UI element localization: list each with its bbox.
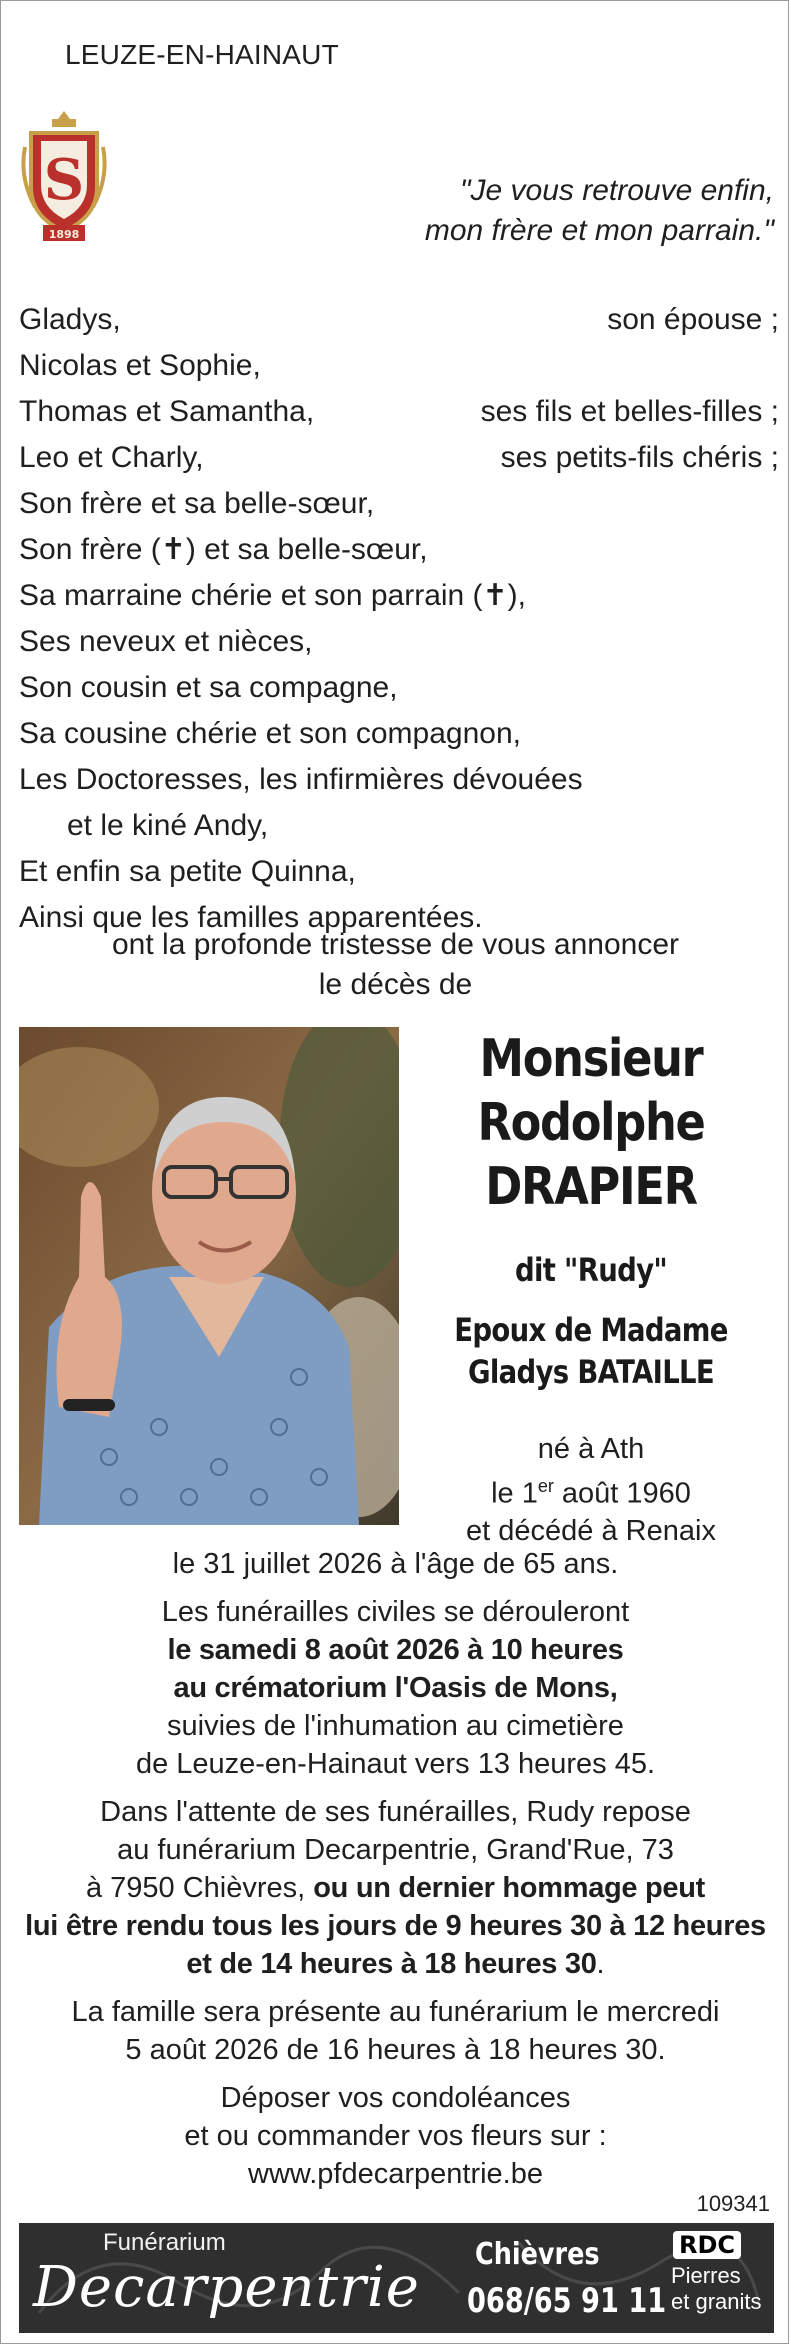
deceased-first-name: Rodolphe xyxy=(477,1093,705,1153)
announcement-line: le décès de xyxy=(318,968,473,1001)
condolences-line: et ou commander vos fleurs sur : xyxy=(184,2120,607,2152)
family-name: Thomas et Samantha, xyxy=(19,395,315,428)
club-crest-logo xyxy=(19,107,109,247)
condolences-line: Déposer vos condoléances xyxy=(220,2082,571,2114)
deceased-title: Monsieur xyxy=(479,1029,703,1089)
funeral-intro: Les funérailles civiles se dérouleront xyxy=(161,1596,630,1628)
funeral-date: le samedi 8 août 2026 à 10 heures xyxy=(167,1634,624,1666)
family-name: Et enfin sa petite Quinna, xyxy=(19,855,356,888)
funeral-home-name: Decarpentrie xyxy=(33,2255,420,2320)
family-row xyxy=(19,527,779,573)
family-row xyxy=(19,435,779,481)
family-row xyxy=(19,389,779,435)
family-presence-paragraph xyxy=(1,1993,790,2069)
family-name: Sa cousine chérie et son compagnon, xyxy=(19,717,521,750)
funeral-place: au crématorium l'Oasis de Mons, xyxy=(173,1672,618,1704)
portrait-photo xyxy=(19,1027,399,1525)
viewing-hours-intro: ou un dernier hommage peut xyxy=(313,1872,706,1904)
rdc-tagline xyxy=(671,2263,762,2315)
family-row xyxy=(19,573,779,619)
family-name: Sa marraine chérie et son parrain (✝), xyxy=(19,579,527,612)
birth-date-day: le 1 xyxy=(491,1477,538,1510)
burial-line: suivies de l'inhumation au cimetière xyxy=(167,1710,624,1742)
condolences-paragraph xyxy=(1,2079,790,2193)
quote-line: mon frère et mon parrain." xyxy=(424,214,774,247)
family-row xyxy=(19,619,779,665)
viewing-line xyxy=(1,1945,790,1983)
family-row xyxy=(19,711,779,757)
spouse-line: Epoux de Madame xyxy=(454,1311,728,1349)
family-name: Ses neveux et nièces, xyxy=(19,625,313,658)
death-date: le 31 juillet 2026 à l'âge de 65 ans. xyxy=(172,1548,619,1580)
svg-text:S: S xyxy=(43,147,85,213)
rdc-tagline-line: et granits xyxy=(671,2289,762,2314)
family-row xyxy=(19,343,779,389)
viewing-hours: et de 14 heures à 18 heures 30 xyxy=(186,1948,597,1980)
burial-line: de Leuze-en-Hainaut vers 13 heures 45. xyxy=(135,1748,656,1780)
announcement-line: ont la profonde tristesse de vous annoncer xyxy=(111,928,680,961)
announcement xyxy=(1,925,790,1005)
svg-text:1898: 1898 xyxy=(48,228,80,241)
location-header: LEUZE-EN-HAINAUT xyxy=(65,39,339,70)
death-place: et décédé à Renaix xyxy=(466,1514,716,1547)
viewing-period: . xyxy=(596,1948,605,1980)
family-relation: son épouse ; xyxy=(607,303,779,336)
viewing-line: au funérarium Decarpentrie, Grand'Rue, 73 xyxy=(117,1834,674,1866)
family-presence-line: 5 août 2026 de 16 heures à 18 heures 30. xyxy=(125,2034,666,2066)
funeral-home-phone[interactable]: 068/65 91 11 xyxy=(467,2281,667,2321)
birth-date xyxy=(411,1468,771,1513)
funeral-home-label: Funérarium xyxy=(103,2229,226,2256)
family-row xyxy=(19,481,779,527)
viewing-address: à 7950 Chièvres, xyxy=(85,1872,314,1904)
family-name: Gladys, xyxy=(19,303,121,336)
family-name: Ainsi que les familles apparentées. xyxy=(19,901,483,934)
epigraph-quote xyxy=(425,171,774,251)
family-name: Nicolas et Sophie, xyxy=(19,349,261,382)
deceased-name-block xyxy=(411,1027,771,1393)
family-row xyxy=(19,803,779,849)
deceased-last-name: DRAPIER xyxy=(485,1157,697,1217)
family-name: Son cousin et sa compagne, xyxy=(19,671,398,704)
family-name: et le kiné Andy, xyxy=(67,809,269,842)
funeral-paragraph xyxy=(1,1593,790,1783)
viewing-line xyxy=(1,1869,790,1907)
viewing-hours: lui être rendu tous les jours de 9 heures 30 à 12 heures xyxy=(25,1910,766,1942)
reference-number: 109341 xyxy=(696,2191,770,2216)
death-date-paragraph xyxy=(1,1545,790,1583)
family-row xyxy=(19,297,779,343)
family-row xyxy=(19,849,779,895)
family-name: Son frère et sa belle-sœur, xyxy=(19,487,375,520)
quote-line: "Je vous retrouve enfin, xyxy=(459,174,774,207)
deceased-nickname: dit "Rudy" xyxy=(514,1251,668,1289)
birth-place: né à Ath xyxy=(537,1433,645,1465)
family-list xyxy=(19,297,779,941)
birth-date-sup: er xyxy=(537,1476,554,1496)
family-name: Les Doctoresses, les infirmières dévouées xyxy=(19,763,583,796)
family-row xyxy=(19,757,779,803)
birth-death-details xyxy=(411,1431,771,1550)
funeral-home-banner xyxy=(19,2223,774,2333)
family-presence-line: La famille sera présente au funérarium le mercredi xyxy=(71,1996,720,2028)
website-link[interactable]: www.pfdecarpentrie.be xyxy=(248,2158,543,2190)
family-name: Leo et Charly, xyxy=(19,441,204,474)
rdc-logo: RDC xyxy=(673,2231,741,2259)
funeral-home-city: Chièvres xyxy=(475,2237,600,2272)
family-row xyxy=(19,665,779,711)
funeral-information xyxy=(1,1545,790,2203)
birth-date-rest: août 1960 xyxy=(553,1477,691,1510)
spouse-name: Gladys BATAILLE xyxy=(467,1353,715,1391)
family-relation: ses fils et belles-filles ; xyxy=(480,395,779,428)
rdc-tagline-line: Pierres xyxy=(671,2263,741,2288)
viewing-paragraph xyxy=(1,1793,790,1983)
viewing-line: Dans l'attente de ses funérailles, Rudy repose xyxy=(100,1796,691,1828)
family-relation: ses petits-fils chéris ; xyxy=(500,441,779,474)
family-name: Son frère (✝) et sa belle-sœur, xyxy=(19,533,428,566)
